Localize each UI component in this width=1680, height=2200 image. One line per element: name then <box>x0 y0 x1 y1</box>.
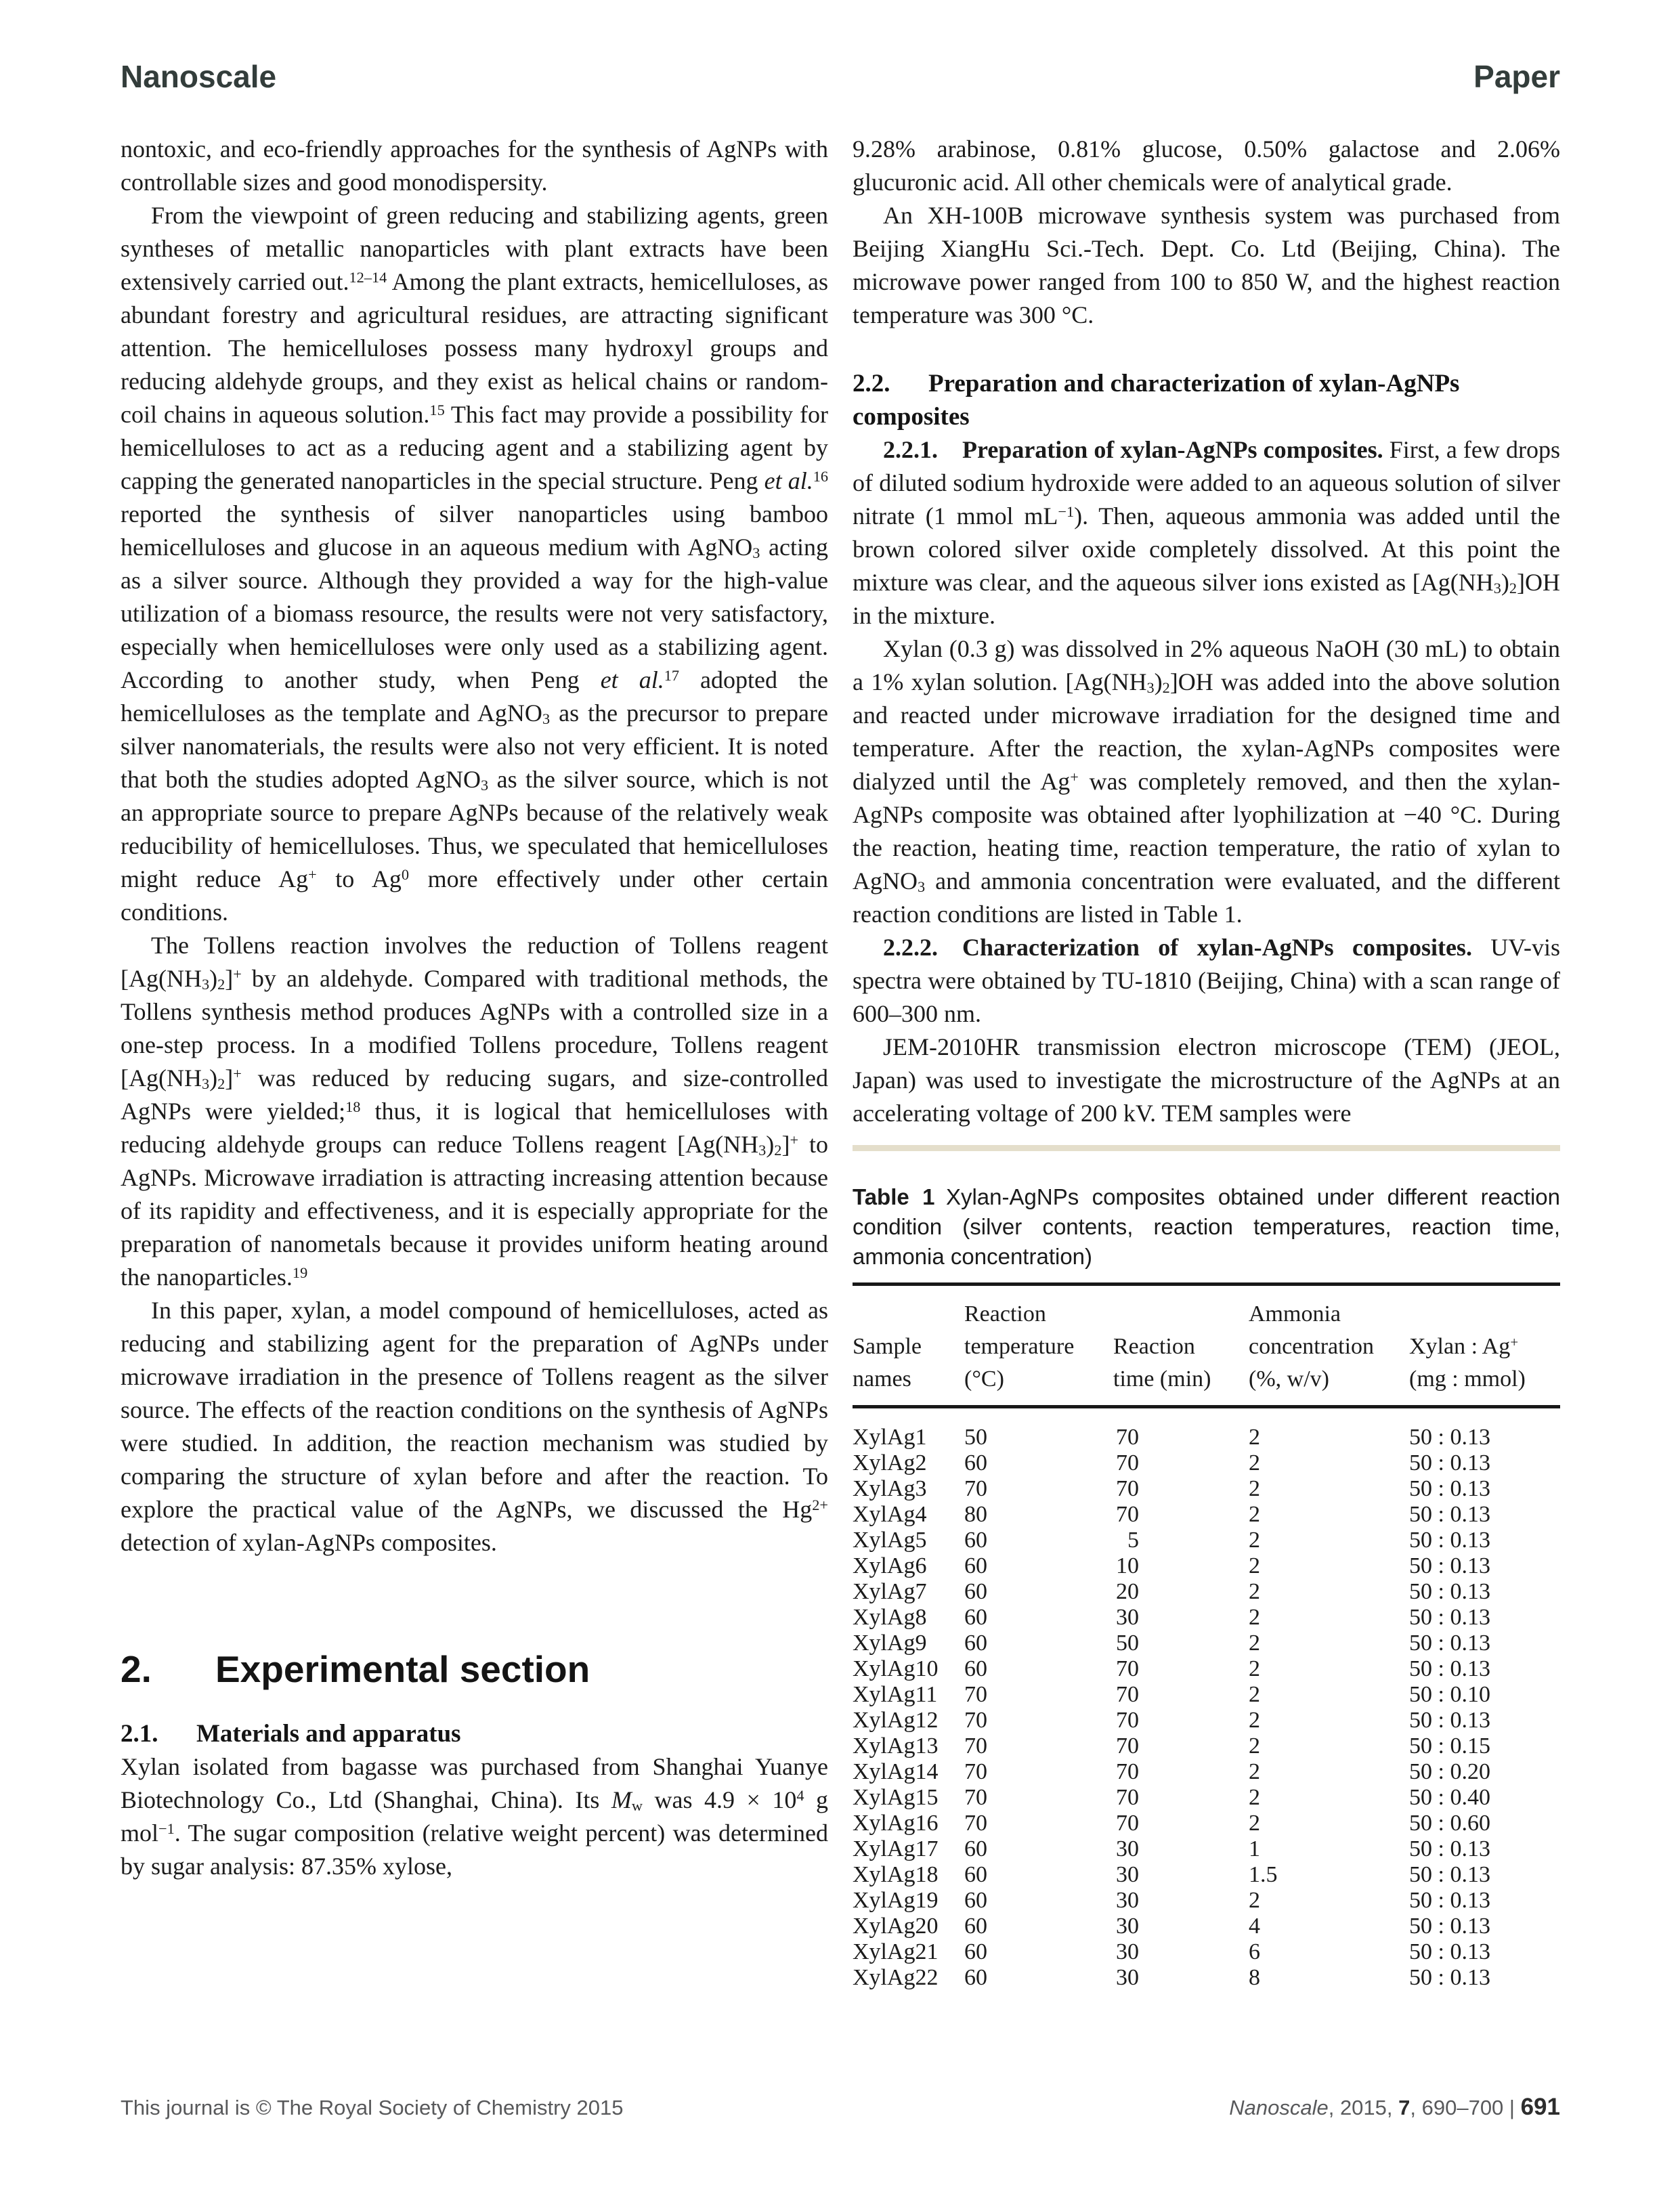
cell-reaction-time: 70 <box>1116 1708 1139 1733</box>
cell-reaction-temperature: 60 <box>964 1605 987 1630</box>
cell-ammonia-concentration: 2 <box>1249 1888 1260 1913</box>
body-paragraph: nontoxic, and eco-friendly approaches for the synthesis of AgNPs with controllable sizes and good monodispersity. <box>121 135 828 196</box>
cell-sample-name: XylAg3 <box>853 1476 927 1501</box>
cell-reaction-temperature: 60 <box>964 1631 987 1656</box>
cell-reaction-time: 30 <box>1116 1939 1139 1964</box>
table-row <box>853 1407 1560 1451</box>
cell-reaction-temperature: 80 <box>964 1502 987 1527</box>
cell-reaction-time: 70 <box>1116 1476 1139 1501</box>
body-paragraph: 2.2.1. Preparation of xylan-AgNPs composites. First, a few drops of diluted sodium hydroxide were added to an aqueous solution of silver nitrate (1 mmol $mL^{-1}$). Then, aqueous ammonia was added until the brown colored silver oxide completely dissolved. At this point the mixture was clear, and the aqueous silver ions existed as $[Ag(NH_3)_2]OH$ in the mixture. <box>853 436 1561 629</box>
cell-reaction-time: 70 <box>1116 1733 1139 1759</box>
cell-xylan-ag-ratio: 50 : 0.13 <box>1409 1553 1490 1578</box>
cell-reaction-temperature: 70 <box>964 1682 987 1707</box>
cell-reaction-time: 30 <box>1116 1914 1139 1939</box>
cell-sample-name: XylAg2 <box>853 1450 927 1475</box>
table-row <box>853 1811 1560 1836</box>
cell-reaction-temperature: 60 <box>964 1888 987 1913</box>
table-row <box>853 1708 1560 1733</box>
table-row <box>853 1502 1560 1528</box>
table-row <box>853 1605 1560 1631</box>
cell-ammonia-concentration: 2 <box>1249 1425 1260 1450</box>
cell-sample-name: XylAg5 <box>853 1528 927 1553</box>
cell-xylan-ag-ratio: 50 : 0.13 <box>1409 1708 1490 1733</box>
cell-xylan-ag-ratio: 50 : 0.40 <box>1409 1785 1490 1810</box>
cell-reaction-time: 70 <box>1116 1785 1139 1810</box>
cell-ammonia-concentration: 2 <box>1249 1785 1260 1810</box>
cell-reaction-time: 30 <box>1116 1836 1139 1861</box>
table-accent-rule <box>853 1145 1560 1151</box>
cell-sample-name: XylAg8 <box>853 1605 927 1630</box>
cell-reaction-temperature: 70 <box>964 1708 987 1733</box>
body-paragraph: Xylan (0.3 g) was dissolved in 2% aqueous NaOH (30 mL) to obtain a 1% xylan solution. $[Ag(NH_3)_2]OH$ was added into the above solution and reacted under microwave irradiation for the designed time and temperature. After the reaction, the xylan-AgNPs composites were dialyzed until the Ag+ was completely removed, and then the xylan-AgNPs composite was obtained after lyophilization at −40 °C. During the reaction, heating time, reaction temperature, the ratio of xylan to AgNO$_3$ and ammonia concentration were evaluated, and the different reaction conditions are listed in Table 1. <box>853 635 1560 928</box>
cell-xylan-ag-ratio: 50 : 0.13 <box>1409 1888 1490 1913</box>
cell-reaction-temperature: 60 <box>964 1965 987 1990</box>
table-caption: Table 1 Xylan-AgNPs composites obtained under different reaction condition (silver contents, reaction temperatures, reaction time, ammonia concentration) <box>853 1184 1560 1269</box>
cell-sample-name: XylAg1 <box>853 1425 927 1450</box>
reaction-conditions-table <box>853 1282 1560 1991</box>
section-heading-experimental <box>121 1649 828 1690</box>
cell-sample-name: XylAg13 <box>853 1733 939 1759</box>
cell-reaction-temperature: 50 <box>964 1425 987 1450</box>
cell-xylan-ag-ratio: 50 : 0.13 <box>1409 1836 1490 1861</box>
cell-reaction-time: 50 <box>1116 1631 1139 1656</box>
cell-xylan-ag-ratio: 50 : 0.13 <box>1409 1914 1490 1939</box>
table-row <box>853 1939 1560 1965</box>
cell-reaction-temperature: 60 <box>964 1914 987 1939</box>
cell-ammonia-concentration: 2 <box>1249 1553 1260 1578</box>
left-column <box>121 133 828 1991</box>
col-header-xylan-ag-ratio: Xylan : Ag+ (mg : mmol) <box>1409 1285 1560 1407</box>
cell-reaction-time: 5 <box>1127 1528 1139 1553</box>
cell-ammonia-concentration: 2 <box>1249 1476 1260 1501</box>
table-row <box>853 1631 1560 1656</box>
cell-ammonia-concentration: 2 <box>1249 1759 1260 1784</box>
table-row <box>853 1553 1560 1579</box>
cell-sample-name: XylAg9 <box>853 1631 927 1656</box>
subsection-number: 2.1. <box>121 1719 158 1748</box>
body-paragraph: JEM-2010HR transmission electron microscope (TEM) (JEOL, Japan) was used to investigate the microstructure of the AgNPs at an accelerating voltage of 200 kV. TEM samples were <box>853 1033 1560 1127</box>
cell-ammonia-concentration: 2 <box>1249 1733 1260 1759</box>
cell-sample-name: XylAg15 <box>853 1785 939 1810</box>
cell-xylan-ag-ratio: 50 : 0.13 <box>1409 1631 1490 1656</box>
cell-reaction-temperature: 60 <box>964 1939 987 1964</box>
cell-reaction-time: 70 <box>1116 1811 1139 1836</box>
cell-ammonia-concentration: 2 <box>1249 1502 1260 1527</box>
table-row <box>853 1836 1560 1862</box>
cell-reaction-temperature: 60 <box>964 1656 987 1681</box>
table-row <box>853 1862 1560 1888</box>
table-row <box>853 1759 1560 1785</box>
cell-ammonia-concentration: 8 <box>1249 1965 1260 1990</box>
cell-xylan-ag-ratio: 50 : 0.15 <box>1409 1733 1490 1759</box>
cell-xylan-ag-ratio: 50 : 0.60 <box>1409 1811 1490 1836</box>
subsection-number: 2.2. <box>853 370 890 397</box>
cell-xylan-ag-ratio: 50 : 0.10 <box>1409 1682 1490 1707</box>
table-row <box>853 1579 1560 1605</box>
cell-sample-name: XylAg19 <box>853 1888 939 1913</box>
table-row <box>853 1656 1560 1682</box>
cell-xylan-ag-ratio: 50 : 0.13 <box>1409 1528 1490 1553</box>
section-number: 2. <box>121 1648 152 1690</box>
cell-ammonia-concentration: 2 <box>1249 1631 1260 1656</box>
cell-ammonia-concentration: 2 <box>1249 1605 1260 1630</box>
cell-xylan-ag-ratio: 50 : 0.13 <box>1409 1862 1490 1887</box>
citation-and-page-number: Nanoscale, 2015, 7, 690–700 | 691 <box>1229 2094 1560 2120</box>
page-header <box>121 61 1560 92</box>
cell-xylan-ag-ratio: 50 : 0.13 <box>1409 1476 1490 1501</box>
cell-reaction-temperature: 70 <box>964 1733 987 1759</box>
body-paragraph: From the viewpoint of green reducing and stabilizing agents, green syntheses of metallic nanoparticles with plant extracts have been extensively carried out.$^{12-14}$ Among the plant extracts, hemicelluloses, as abundant forestry and agricultural residues, are attracting significant attention. The hemicelluloses possess many hydroxyl groups and reducing aldehyde groups, and they exist as helical chains or random-coil chains in aqueous solution.$^{15}$ This fact may provide a possibility for hemicelluloses to act as a reducing agent and a stabilizing agent by capping the generated nanoparticles in the special structure. Peng et al.$^{16}$ reported the synthesis of silver nanoparticles using bamboo hemicelluloses and glucose in an aqueous medium with AgNO$_3$ acting as a silver source. Although they provided a way for the high-value utilization of a biomass resource, the results were not very satisfactory, especially when hemicelluloses were only used as a stabilizing agent. According to another study, when Peng et al.$^{17}$ adopted the hemicelluloses as the template and AgNO$_3$ as the precursor to prepare silver nanomaterials, the results were also not very efficient. It is noted that both the studies adopted AgNO$_3$ as the silver source, which is not an appropriate source to prepare AgNPs because of the relatively weak reducibility of hemicelluloses. Thus, we speculated that hemicelluloses might reduce Ag+ to Ag$^0$ more effectively under other certain conditions. <box>121 202 829 926</box>
cell-sample-name: XylAg18 <box>853 1862 939 1887</box>
body-paragraph: Xylan isolated from bagasse was purchased from Shanghai Yuanye Biotechnology Co., Ltd (Shanghai, China). Its $M_w$ was $4.9 \times 10^4$ g mol$^{-1}$. The sugar composition (relative weight percent) was determined by sugar analysis: 87.35% xylose, <box>121 1752 828 1880</box>
cell-sample-name: XylAg17 <box>853 1836 939 1861</box>
cell-xylan-ag-ratio: 50 : 0.20 <box>1409 1759 1490 1784</box>
cell-xylan-ag-ratio: 50 : 0.13 <box>1409 1965 1490 1990</box>
cell-xylan-ag-ratio: 50 : 0.13 <box>1409 1579 1490 1604</box>
cell-reaction-temperature: 60 <box>964 1553 987 1578</box>
cell-sample-name: XylAg6 <box>853 1553 927 1578</box>
article-type-label: Paper <box>1473 59 1560 94</box>
body-paragraph: 2.2.2. Characterization of xylan-AgNPs composites. UV-vis spectra were obtained by TU-1810 (Beijing, China) with a scan range of 600–300 nm. <box>853 934 1560 1027</box>
cell-ammonia-concentration: 1.5 <box>1249 1862 1278 1887</box>
cell-sample-name: XylAg22 <box>853 1965 939 1990</box>
col-header-ammonia-concentration: Ammonia concentration (%, w/v) <box>1249 1285 1409 1407</box>
copyright-notice: This journal is © The Royal Society of Chemistry 2015 <box>121 2096 624 2119</box>
subsection-title: Preparation and characterization of xylan-AgNPs composites <box>853 370 1460 431</box>
cell-reaction-time: 70 <box>1116 1759 1139 1784</box>
table-row <box>853 1785 1560 1811</box>
cell-xylan-ag-ratio: 50 : 0.13 <box>1409 1939 1490 1964</box>
cell-reaction-time: 10 <box>1116 1553 1139 1578</box>
cell-sample-name: XylAg21 <box>853 1939 939 1964</box>
cell-sample-name: XylAg11 <box>853 1682 938 1707</box>
cell-ammonia-concentration: 2 <box>1249 1656 1260 1681</box>
table-row <box>853 1476 1560 1502</box>
cell-reaction-temperature: 60 <box>964 1450 987 1475</box>
table-row <box>853 1965 1560 1991</box>
cell-reaction-temperature: 70 <box>964 1811 987 1836</box>
section-title: Experimental section <box>215 1648 590 1690</box>
cell-reaction-temperature: 60 <box>964 1836 987 1861</box>
col-header-sample-names: Sample names <box>853 1285 964 1407</box>
subsection-heading-preparation <box>853 367 1560 433</box>
cell-xylan-ag-ratio: 50 : 0.13 <box>1409 1605 1490 1630</box>
cell-sample-name: XylAg14 <box>853 1759 939 1784</box>
table-body <box>853 1407 1560 1991</box>
cell-xylan-ag-ratio: 50 : 0.13 <box>1409 1450 1490 1475</box>
cell-ammonia-concentration: 2 <box>1249 1528 1260 1553</box>
cell-reaction-temperature: 70 <box>964 1759 987 1784</box>
cell-reaction-time: 30 <box>1116 1605 1139 1630</box>
table-row <box>853 1682 1560 1708</box>
cell-sample-name: XylAg16 <box>853 1811 939 1836</box>
cell-reaction-time: 30 <box>1116 1888 1139 1913</box>
body-paragraph: 9.28% arabinose, 0.81% glucose, 0.50% galactose and 2.06% glucuronic acid. All other chemicals were of analytical grade. <box>853 135 1560 196</box>
table-row <box>853 1888 1560 1914</box>
table-row <box>853 1733 1560 1759</box>
cell-reaction-time: 30 <box>1116 1965 1139 1990</box>
subsection-heading-materials <box>121 1717 828 1750</box>
two-column-body <box>121 133 1560 1991</box>
cell-ammonia-concentration: 6 <box>1249 1939 1260 1964</box>
cell-ammonia-concentration: 2 <box>1249 1450 1260 1475</box>
cell-sample-name: XylAg10 <box>853 1656 939 1681</box>
cell-ammonia-concentration: 2 <box>1249 1682 1260 1707</box>
cell-reaction-time: 70 <box>1116 1682 1139 1707</box>
body-paragraph: In this paper, xylan, a model compound of hemicelluloses, acted as reducing and stabilizing agent for the preparation of AgNPs under microwave irradiation in the presence of Tollens reagent as the silver source. The effects of the reaction conditions on the synthesis of AgNPs were studied. In addition, the reaction mechanism was studied by comparing the structure of xylan before and after the reaction. To explore the practical value of the AgNPs, we discussed the $Hg^{2+}$ detection of xylan-AgNPs composites. <box>121 1297 828 1556</box>
cell-xylan-ag-ratio: 50 : 0.13 <box>1409 1425 1490 1450</box>
table-row <box>853 1450 1560 1476</box>
right-column <box>853 133 1560 1991</box>
journal-title: Nanoscale <box>121 59 277 94</box>
cell-ammonia-concentration: 2 <box>1249 1708 1260 1733</box>
page-footer <box>121 2094 1560 2121</box>
cell-reaction-temperature: 60 <box>964 1579 987 1604</box>
cell-ammonia-concentration: 1 <box>1249 1836 1260 1861</box>
cell-ammonia-concentration: 4 <box>1249 1914 1260 1939</box>
cell-ammonia-concentration: 2 <box>1249 1811 1260 1836</box>
cell-sample-name: XylAg7 <box>853 1579 927 1604</box>
cell-sample-name: XylAg4 <box>853 1502 927 1527</box>
col-header-reaction-temperature: Reaction temperature (°C) <box>964 1285 1113 1407</box>
cell-reaction-temperature: 70 <box>964 1785 987 1810</box>
cell-reaction-temperature: 60 <box>964 1528 987 1553</box>
subsection-title: Materials and apparatus <box>196 1719 461 1748</box>
cell-reaction-temperature: 60 <box>964 1862 987 1887</box>
table-header-row <box>853 1285 1560 1407</box>
cell-reaction-time: 70 <box>1116 1425 1139 1450</box>
cell-xylan-ag-ratio: 50 : 0.13 <box>1409 1502 1490 1527</box>
cell-ammonia-concentration: 2 <box>1249 1579 1260 1604</box>
cell-reaction-time: 20 <box>1116 1579 1139 1604</box>
table-row <box>853 1914 1560 1939</box>
cell-reaction-time: 30 <box>1116 1862 1139 1887</box>
cell-reaction-time: 70 <box>1116 1656 1139 1681</box>
table-row <box>853 1528 1560 1553</box>
cell-sample-name: XylAg20 <box>853 1914 939 1939</box>
body-paragraph: The Tollens reaction involves the reduction of Tollens reagent $[Ag(NH_3)_2]^+$ by an aldehyde. Compared with traditional methods, the Tollens synthesis method produces AgNPs with a controlled size in a one-step process. In a modified Tollens procedure, Tollens reagent $[Ag(NH_3)_2]^+$ was reduced by reducing sugars, and size-controlled AgNPs were yielded;$^{18}$ thus, it is logical that hemicelluloses with reducing aldehyde groups can reduce Tollens reagent $[Ag(NH_3)_2]^+$ to AgNPs. Microwave irradiation is attracting increasing attention because of its rapidity and effectiveness, and it is especially appropriate for the preparation of nanometals because it provides uniform heating around the nanoparticles.$^{19}$ <box>121 932 828 1291</box>
cell-xylan-ag-ratio: 50 : 0.13 <box>1409 1656 1490 1681</box>
cell-sample-name: XylAg12 <box>853 1708 939 1733</box>
cell-reaction-time: 70 <box>1116 1502 1139 1527</box>
body-paragraph: An XH-100B microwave synthesis system was purchased from Beijing XiangHu Sci.-Tech. Dept. Co. Ltd (Beijing, China). The microwave power ranged from 100 to 850 W, and the highest reaction temperature was 300 °C. <box>853 202 1560 328</box>
cell-reaction-temperature: 70 <box>964 1476 987 1501</box>
cell-reaction-time: 70 <box>1116 1450 1139 1475</box>
col-header-reaction-time: Reaction time (min) <box>1113 1285 1249 1407</box>
